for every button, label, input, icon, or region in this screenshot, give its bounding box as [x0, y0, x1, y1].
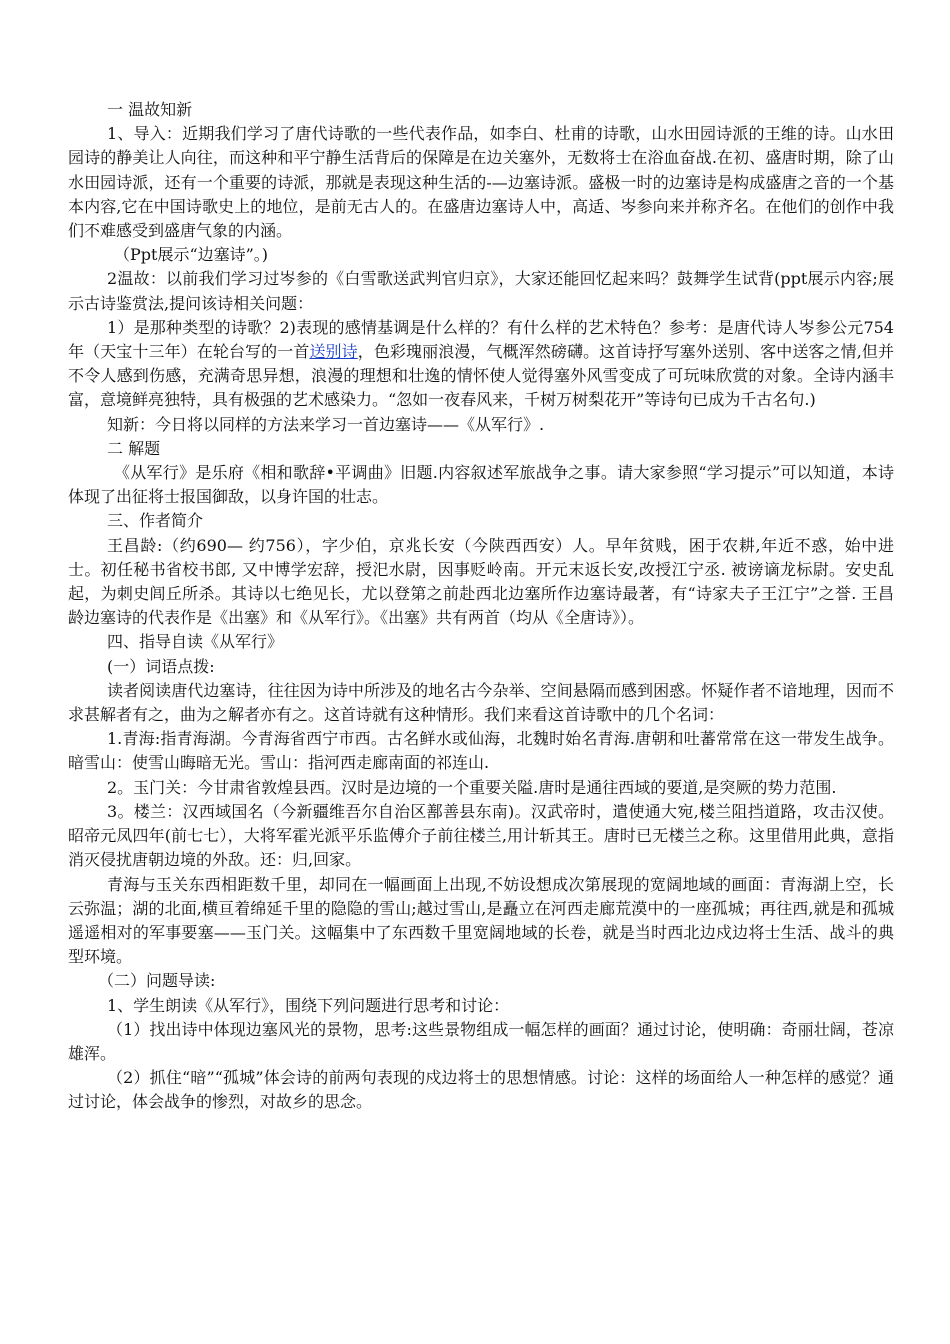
paragraph-term-yumenguan: 2。玉门关：今甘肃省敦煌县西。汉时是边境的一个重要关隘.唐时是通往西域的要道,是突厥的势力范围.: [107, 777, 837, 797]
heading-title-explanation: 二 解题: [107, 438, 161, 458]
paragraph-questions: [68, 316, 894, 413]
paragraph-introduction: 1、导入：近期我们学习了唐代诗歌的一些代表作品，如李白、杜甫的诗歌，山水田园诗派的王维的诗。山水田园诗的静美让人向往，而这种和平宁静生活背后的保障是在边关塞外，无数将士在浴血奋战.在初、盛唐时期，除了山水田园诗派，还有一个重要的诗派，那就是表现这种生活的-—边塞诗派。盛极一时的边塞诗是构成盛唐之音的一个基本内容,它在中国诗歌史上的地位，是前无古人的。在盛唐边塞诗人中，高适、岑参向来并称齐名。在他们的创作中我们不难感受到盛唐气象的内涵。: [68, 124, 894, 241]
paragraph-author: 王昌龄:（约690— 约756），字少伯，京兆长安（今陕西西安）人。早年贫贱，困于农耕,年近不惑，始中进士。初任秘书省校书郎, 又中博学宏辞，授汜水尉，因事贬岭南。开元末返长安,改授江宁丞. 被谤谪龙标尉。安史乱起，为刺史闾丘所杀。其诗以七绝见长，尤以登第之前赴西北边塞所作边塞诗最著，有“诗家夫子王江宁”之誉. 王昌龄边塞诗的代表作是《出塞》和《从军行》。《出塞》共有两首（均从《全唐诗》）。: [68, 535, 894, 628]
paragraph-term-qinghai: 1.青海:指青海湖。今青海省西宁市西。古名鲜水或仙海，北魏时始名青海.唐朝和吐蕃常常在这一带发生战争。暗雪山：使雪山晦暗无光。雪山：指河西走廊南面的祁连山.: [68, 729, 894, 773]
paragraph-title-explanation: 《从军行》是乐府《相和歌辞•平调曲》旧题.内容叙述军旅战争之事。请大家参照“学习提示”可以知道，本诗体现了出征将士报国御敌，以身许国的壮志。: [68, 463, 894, 507]
paragraph-question-1: （1）找出诗中体现边塞风光的景物，思考:这些景物组成一幅怎样的画面？通过讨论，使明确：奇丽壮阔，苍凉雄浑。: [68, 1019, 894, 1063]
farewell-poem-link[interactable]: 送别诗: [309, 342, 358, 362]
paragraph-new-knowledge: 知新：今日将以同样的方法来学习一首边塞诗——《从军行》.: [107, 414, 545, 434]
heading-review: 一 温故知新: [107, 100, 193, 119]
paragraph-ppt-note: （Ppt展示“边塞诗”。): [114, 245, 269, 265]
paragraph-reading-task: 1、学生朗读《从军行》，围绕下列问题进行思考和讨论：: [107, 995, 510, 1015]
questions-text-start: 1）是那种类型的诗歌？2)表现的感情基调是什么样的？有什么样的艺术特色？参考：是唐代诗人岑参公元754年（天宝十三年）在轮台写的一首: [68, 317, 894, 362]
heading-vocabulary: (一）词语点拨:: [107, 656, 215, 676]
paragraph-term-loulan: 3。楼兰：汉西域国名（今新疆维吾尔自治区鄯善县东南)。汉武帝时，遣使通大宛,楼兰阻挡道路，攻击汉使。昭帝元凤四年(前七七），大将军霍光派平乐监傅介子前往楼兰,用计斩其王。唐时已无楼兰之称。这里借用此典，意指消灭侵扰唐朝边境的外敌。还：归,回家。: [68, 801, 894, 870]
paragraph-review: 2温故：以前我们学习过岑参的《白雪歌送武判官归京》，大家还能回忆起来吗？鼓舞学生试背(ppt展示内容;展示古诗鉴赏法,提问该诗相关问题：: [68, 269, 894, 313]
heading-questions: （二）问题导读:: [98, 971, 216, 991]
document-page: [68, 98, 894, 1115]
paragraph-vocabulary-intro: 读者阅读唐代边塞诗，往往因为诗中所涉及的地名古今杂举、空间悬隔而感到困惑。怀疑作者不谙地理，因而不求甚解者有之，曲为之解者亦有之。这首诗就有这种情形。我们来看这首诗歌中的几个名词：: [68, 680, 894, 725]
paragraph-question-2: （2）抓住“暗”“孤城”体会诗的前两句表现的戍边将士的思想情感。讨论：这样的场面给人一种怎样的感觉？通过讨论，体会战争的惨烈，对故乡的思念。: [68, 1068, 894, 1112]
paragraph-scene: 青海与玉关东西相距数千里，却同在一幅画面上出现,不妨设想成次第展现的宽阔地域的画面：青海湖上空，长云弥温；湖的北面,横亘着绵延千里的隐隐的雪山;越过雪山,是矗立在河西走廊荒漠中的一座孤城；再往西,就是和孤城遥遥相对的军事要塞——玉门关。这幅集中了东西数千里宽阔地域的长卷，就是当时西北边戍边将士生活、战斗的典型环境。: [68, 874, 894, 967]
questions-text-end: ，色彩瑰丽浪漫，气概浑然磅礴。这首诗抒写塞外送别、客中送客之情,但并不令人感到伤感，充满奇思异想，浪漫的理想和壮逸的情怀使人觉得塞外风雪变成了可玩味欣赏的对象。全诗内涵丰富，意境鲜亮独特，具有极强的艺术感染力。“忽如一夜春风来，千树万树梨花开”等诗句已成为千古名句.): [68, 342, 894, 410]
heading-author: 三、作者简介: [107, 511, 204, 531]
heading-guided-reading: 四、指导自读《从军行》: [107, 632, 284, 652]
